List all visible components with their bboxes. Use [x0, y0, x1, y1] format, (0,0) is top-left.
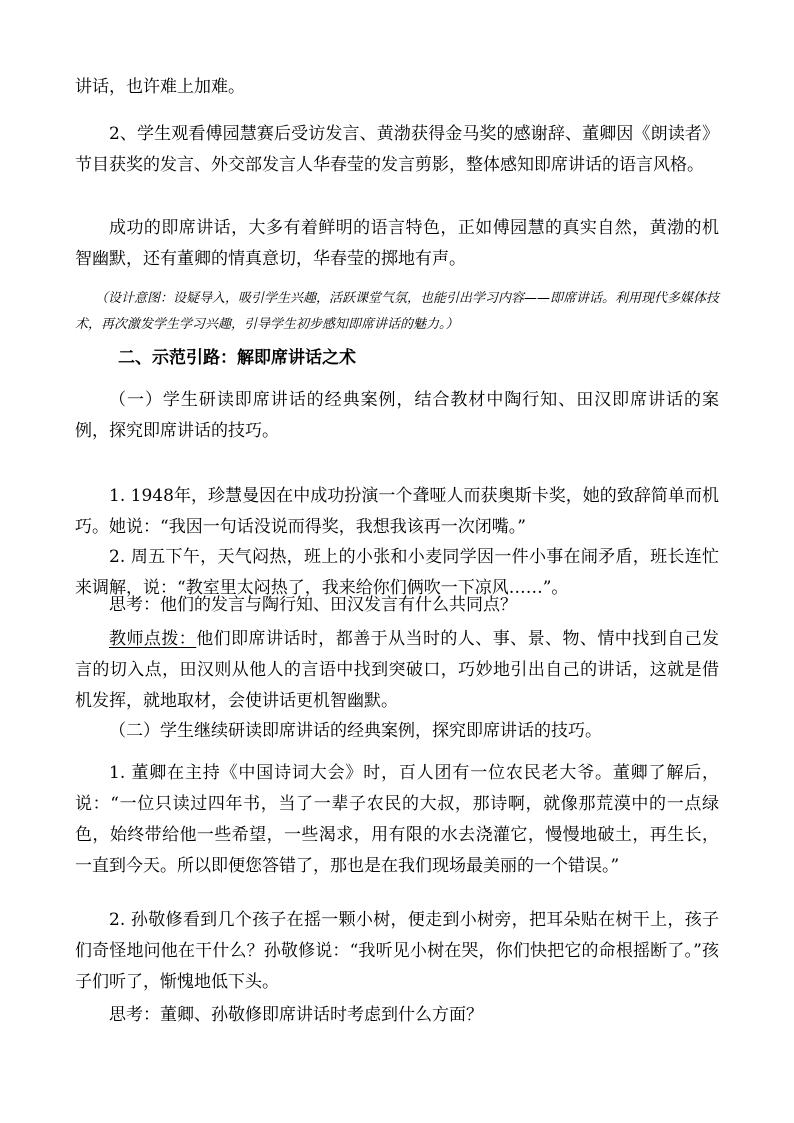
case-1: 1. 1948年，珍慧曼因在中成功扮演一个聋哑人而获奥斯卡奖，她的致辞简单而机巧。她说：“我因一句话没说而得奖，我想我该再一次闭嘴。”	[75, 486, 719, 537]
case-2: 2. 周五下午，天气闷热，班上的小张和小麦同学因一件小事在闹矛盾，班长连忙来调解，说：“教室里太闷热了，我来给你们俩吹一下凉风……”。	[75, 547, 719, 598]
teacher-tip-text: 他们即席讲话时，都善于从当时的人、事、景、物、情中找到自己发言的切入点，田汉则从他人的言语中找到突破口，巧妙地引出自己的讲话，这就是借机发挥，就地取材，会使讲话更机智幽默。	[75, 629, 720, 711]
design-intent-note: （设计意图：设疑导入，吸引学生兴趣，活跃课堂气氛，也能引出学习内容——即席讲话。利用现代多媒体技术，再次激发学生学习兴趣，引导学生初步感知即席讲话的魅力。）	[75, 291, 720, 332]
teacher-tip-label: 教师点拨：	[109, 629, 197, 649]
question-2: 思考：董卿、孙敬修即席讲话时考虑到什么方面？	[109, 1005, 483, 1025]
section-heading-2: 二、示范引路：解即席讲话之术	[118, 348, 356, 368]
paragraph-summary: 成功的即席讲话，大多有着鲜明的语言特色，正如傅园慧的真实自然，黄渤的机智幽默，还有董卿的情真意切，华春莹的掷地有声。	[75, 218, 719, 269]
teacher-tip	[75, 624, 719, 717]
case-4: 2. 孙敬修看到几个孩子在摇一颗小树，便走到小树旁，把耳朵贴在树干上，孩子们奇怪地问他在干什么？孙敬修说：“我听见小树在哭，你们快把它的命根摇断了。”孩子们听了，惭愧地低下头。	[75, 910, 719, 992]
subsection-2: （二）学生继续研读即席讲话的经典案例，探究即席讲话的技巧。	[109, 721, 602, 741]
question-1: 思考：他们的发言与陶行知、田汉发言有什么共同点？	[109, 595, 517, 615]
paragraph-step-2: 2、学生观看傅园慧赛后受访发言、黄渤获得金马奖的感谢辞、董卿因《朗读者》节目获奖的发言、外交部发言人华春莹的发言剪影，整体感知即席讲话的语言风格。	[75, 124, 719, 175]
case-3: 1. 董卿在主持《中国诗词大会》时，百人团有一位农民老大爷。董卿了解后，说：“一位只读过四年书，当了一辈子农民的大叔，那诗啊，就像那荒漠中的一点绿色，始终带给他一些希望，一些渴求，用有限的水去浇灌它，慢慢地破土，再生长，一直到今天。所以即便您答错了，那也是在我们现场最美丽的一个错误。”	[75, 763, 719, 876]
subsection-1: （一）学生研读即席讲话的经典案例，结合教材中陶行知、田汉即席讲话的案例，探究即席讲话的技巧。	[75, 390, 719, 441]
paragraph-continuation: 讲话，也许难上加难。	[75, 77, 245, 97]
